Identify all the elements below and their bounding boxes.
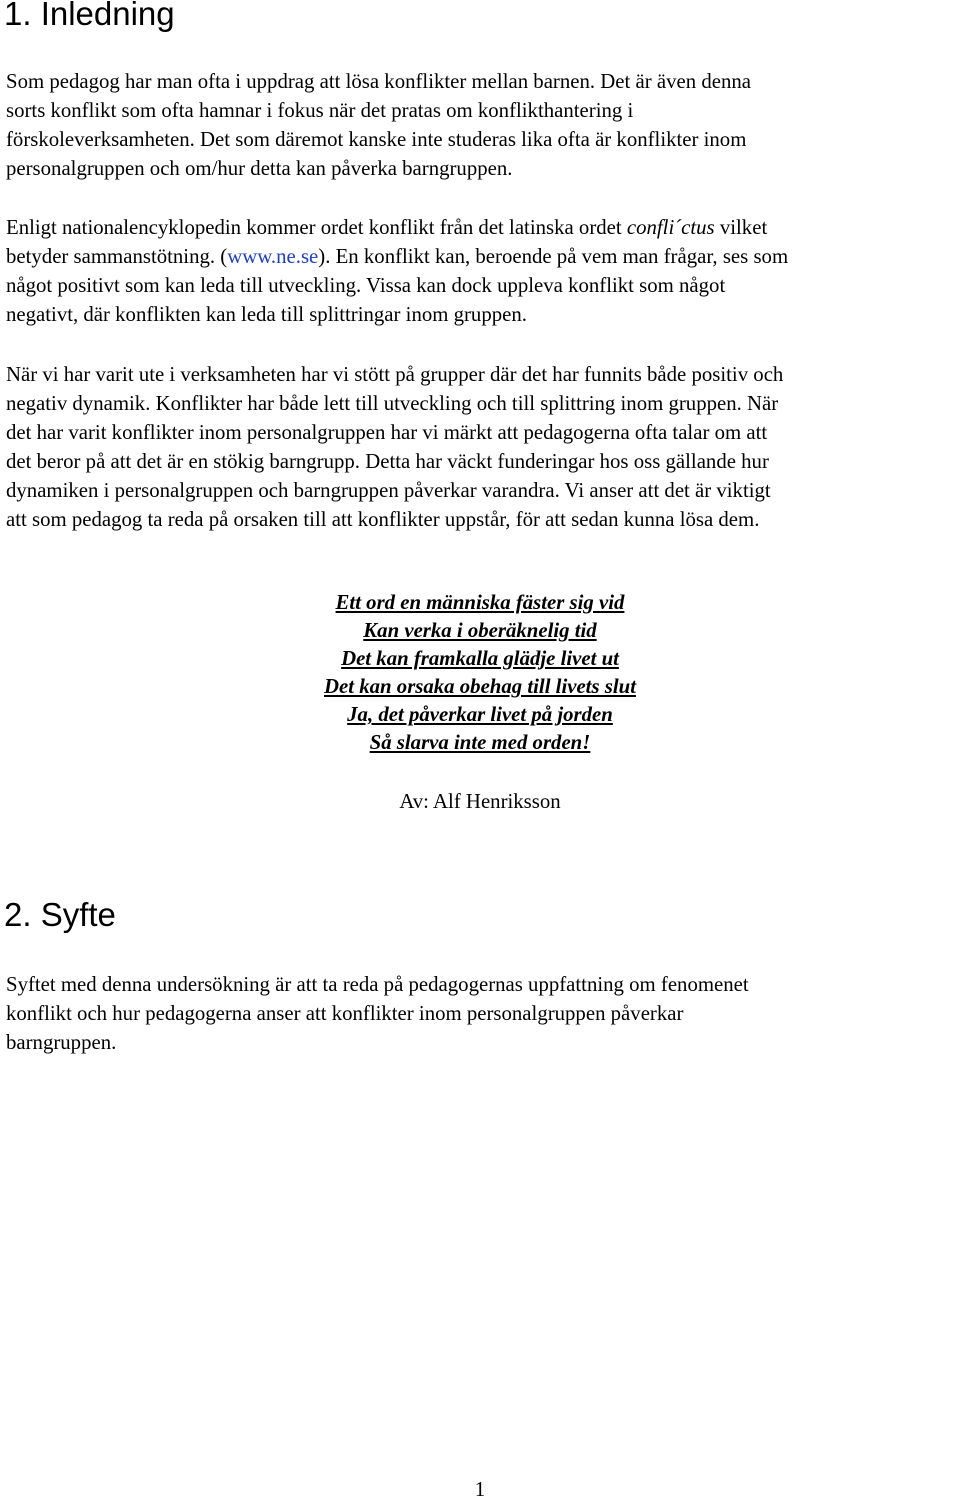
intro-paragraph-3 [6, 360, 783, 534]
poem-line: Det kan framkalla glädje livet ut [341, 647, 619, 670]
poem-author: Av: Alf Henriksson [399, 790, 561, 813]
text-line [6, 242, 788, 271]
page-number: 1 [474, 1478, 486, 1501]
ne-se-link[interactable]: www.ne.se [227, 245, 319, 268]
intro-paragraph-2 [6, 213, 788, 329]
text-line: När vi har varit ute i verksamheten har vi stött på grupper där det har funnits både positiv och [6, 363, 784, 386]
syfte-paragraph [6, 970, 749, 1057]
text-line: Som pedagog har man ofta i uppdrag att lösa konflikter mellan barnen. Det är även denna [6, 70, 751, 93]
poem-line: Ja, det påverkar livet på jorden [347, 703, 613, 726]
text-line: personalgruppen och om/hur detta kan påverka barngruppen. [6, 157, 513, 180]
text-line: dynamiken i personalgruppen och barngruppen påverkar varandra. Vi anser att det är viktigt [6, 479, 771, 502]
text-line: det har varit konflikter inom personalgruppen har vi märkt att pedagogerna ofta talar om att [6, 421, 768, 444]
text-line: negativ dynamik. Konflikter har både lett till utveckling och till splittring inom gruppen. När [6, 392, 779, 415]
poem-line: Kan verka i oberäknelig tid [363, 619, 597, 642]
text-line: förskoleverksamheten. Det som däremot kanske inte studeras lika ofta är konflikter inom [6, 128, 747, 151]
text-line: att som pedagog ta reda på orsaken till att konflikter uppstår, för att sedan kunna lösa dem. [6, 508, 760, 531]
text-line: Syftet med denna undersökning är att ta reda på pedagogernas uppfattning om fenomenet [6, 973, 749, 996]
section-heading-inledning: 1. Inledning [4, 0, 175, 32]
text-line: det beror på att det är en stökig barngrupp. Detta har väckt funderingar hos oss gällande hur [6, 450, 769, 473]
section-heading-syfte: 2. Syfte [4, 896, 116, 933]
poem-line: Det kan orsaka obehag till livets slut [324, 675, 636, 698]
text-segment: betyder sammanstötning. ( [6, 245, 228, 268]
intro-paragraph-1 [6, 67, 751, 183]
poem-line: Ett ord en människa fäster sig vid [335, 591, 625, 614]
text-segment: vilket [714, 216, 768, 239]
text-segment: Enligt nationalencyklopedin kommer ordet konflikt från det latinska ordet [6, 216, 627, 239]
text-line: sorts konflikt som ofta hamnar i fokus när det pratas om konflikthantering i [6, 99, 634, 122]
latin-term: confli´ctus [626, 216, 715, 239]
text-line: barngruppen. [6, 1031, 117, 1054]
text-line: negativt, där konflikten kan leda till splittringar inom gruppen. [6, 303, 527, 326]
text-line [6, 213, 788, 242]
poem-line: Så slarva inte med orden! [369, 731, 591, 754]
text-line: konflikt och hur pedagogerna anser att konflikter inom personalgruppen påverkar [6, 1002, 684, 1025]
text-line: något positivt som kan leda till utveckling. Vissa kan dock uppleva konflikt som något [6, 274, 726, 297]
text-segment: ). En konflikt kan, beroende på vem man frågar, ses som [318, 245, 789, 268]
poem [0, 589, 960, 757]
